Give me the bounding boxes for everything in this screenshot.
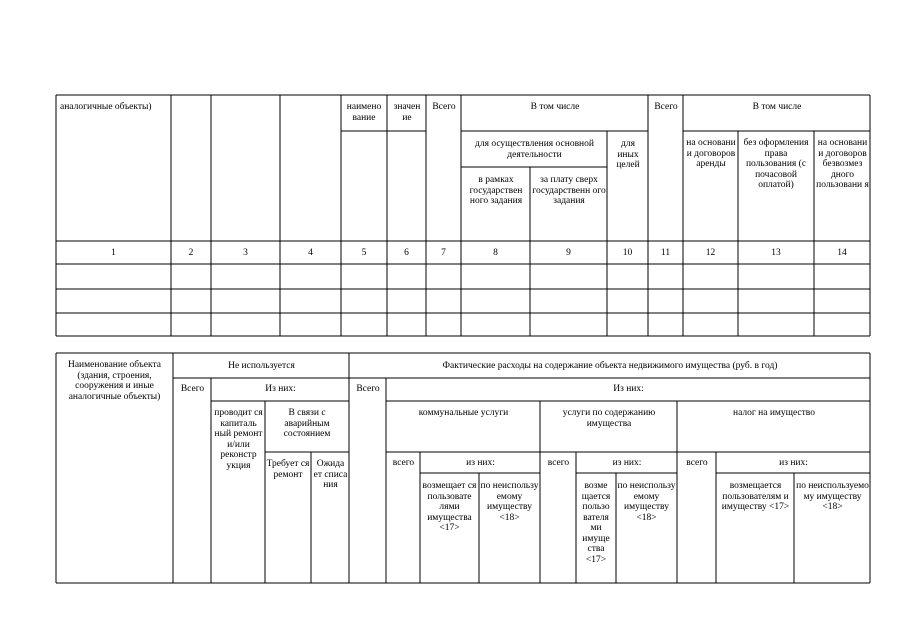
t2-tax-unused: по неиспользуемо му имуществу <18>: [796, 481, 869, 512]
t1-col10-header: для иных целей: [616, 139, 640, 170]
t1-col1-header: аналогичные объекты): [60, 102, 152, 112]
t2-util-total: всего: [392, 458, 415, 468]
t2-tax-reimbursed: возмещается пользователям и имуществу <17>: [721, 481, 790, 512]
t2-awaiting-writeoff: Ожида ет списа ния: [313, 459, 348, 490]
t2-unused-header: Не используется: [228, 361, 295, 371]
t2-maintenance: услуги по содержанию имущества: [562, 408, 656, 429]
t2-util-unused: по неиспользу емому имуществу <18>: [480, 481, 539, 523]
t1-colnum-9: 9: [566, 248, 571, 258]
t1-colnum-7: 7: [441, 248, 446, 258]
t2-maint-unused: по неиспользу емому имуществу <18>: [617, 481, 676, 523]
table1-lines: [56, 95, 870, 336]
t2-tax-of-which: из них:: [779, 458, 808, 468]
t2-maint-total: всего: [547, 458, 570, 468]
t1-colnum-12: 12: [705, 248, 716, 258]
t2-name-header: Наименование объекта (здания, строения, сооружения и иные аналогичные объекты): [67, 360, 161, 402]
t2-property-tax: налог на имущество: [733, 408, 815, 418]
t2-unused-total: Всего: [180, 384, 205, 394]
t1-colnum-3: 3: [243, 248, 248, 258]
t2-expenses-header: Фактические расходы на содержание объекта недвижимого имущества (руб. в год): [442, 361, 778, 371]
t1-colnum-5: 5: [361, 248, 367, 258]
t2-util-of-which: из них:: [466, 458, 495, 468]
t2-tax-total: всего: [686, 458, 708, 468]
t1-sub-main-header: для осуществления основной деятельности: [475, 139, 594, 160]
t1-colnum-13: 13: [771, 248, 781, 258]
t1-colnum-4: 4: [308, 248, 313, 258]
t1-col6-header: значен ие: [393, 102, 421, 123]
t2-unused-of-which: Из них:: [265, 384, 296, 394]
t2-capital-repair: проводит ся капиталь ный ремонт и/или реконстр укция: [214, 408, 263, 471]
t1-col9-header: за плату сверх государственн ого задания: [532, 175, 606, 206]
t2-maint-of-which: из них:: [612, 458, 642, 468]
t1-group-b-header: В том числе: [752, 102, 802, 112]
t2-utilities: коммунальные услуги: [418, 408, 509, 418]
t1-col14-header: на основани и договоров безвозмез дного пользовани я: [816, 138, 869, 190]
t2-needs-repair: Требует ся ремонт: [266, 459, 310, 480]
t2-exp-of-which: Из них:: [613, 384, 644, 394]
t1-colnum-10: 10: [622, 248, 633, 258]
t1-colnum-8: 8: [493, 248, 498, 258]
t1-col5-header: наимено вание: [346, 102, 382, 123]
t1-colnum-6: 6: [404, 248, 409, 258]
t1-col7-header: Всего: [432, 102, 456, 112]
t1-colnum-14: 14: [837, 248, 847, 258]
t1-group-a-header: В том числе: [530, 102, 580, 112]
t2-emergency: В связи с аварийным состоянием: [283, 408, 331, 439]
t2-maint-reimbursed: возме щается пользо вателя ми имуще ства <17>: [581, 481, 611, 565]
t1-colnum-11: 11: [660, 248, 671, 258]
t1-col8-header: в рамках государствен ного задания: [469, 175, 523, 206]
t2-exp-total: Всего: [356, 384, 380, 394]
t2-util-reimbursed: возмещает ся пользовате лями имущества <17>: [422, 481, 477, 533]
t1-col12-header: на основани и договоров аренды: [686, 138, 736, 169]
t1-col11-header: Всего: [654, 102, 678, 112]
t1-col13-header: без оформления права пользования (с почасовой оплатой): [743, 138, 809, 190]
t1-colnum-2: 2: [188, 248, 194, 258]
t1-colnum-1: 1: [111, 248, 116, 258]
